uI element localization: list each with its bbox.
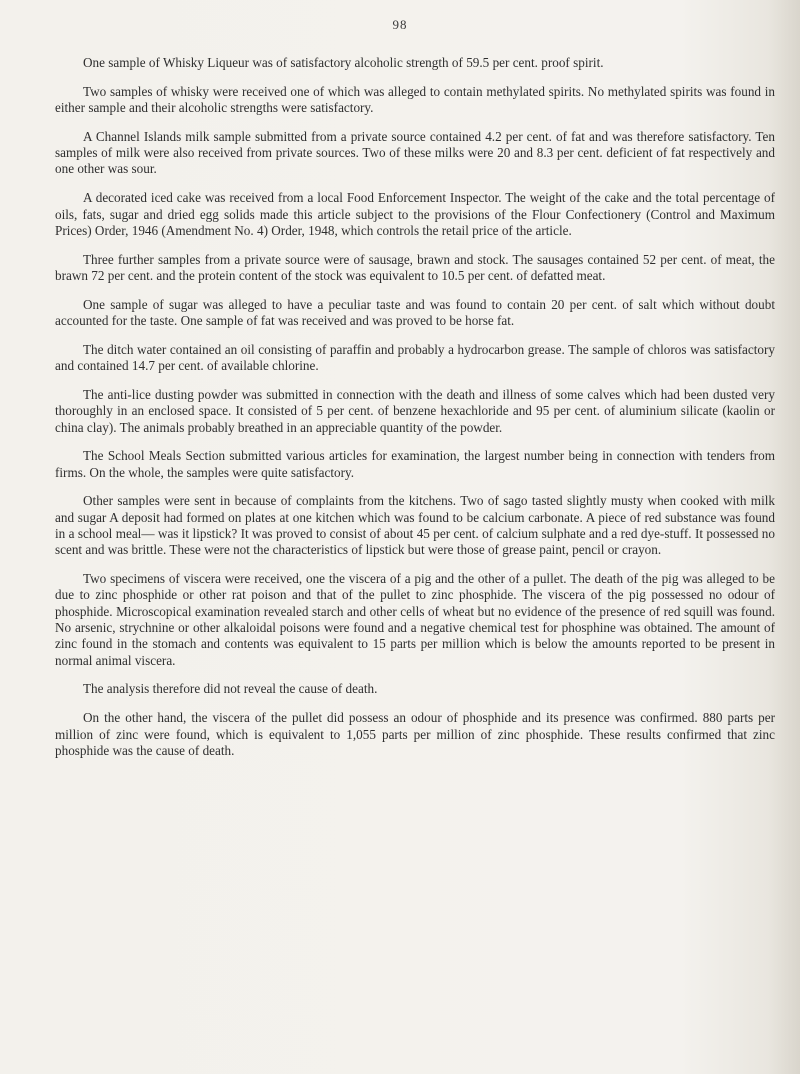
paragraph-sugar-fat: One sample of sugar was alleged to have a peculiar taste and was found to contain 20 per cent. of salt which without doubt accounted for the taste. One sample of fat was received and was proved to be horse fat. [55,296,775,329]
paragraph-sausage-brawn-stock: Three further samples from a private source were of sausage, brawn and stock. The sausages contained 52 per cent. of meat, the brawn 72 per cent. and the protein content of the stock was equivalent to 10.5 per cent. of defatted meat. [55,251,775,283]
paragraph-ditch-water: The ditch water contained an oil consisting of paraffin and probably a hydrocarbon grease. The sample of chloros was satisfactory and contained 14.7 per cent. of available chlorine. [55,341,775,374]
paragraph-viscera-specimens: Two specimens of viscera were received, one the viscera of a pig and the other of a pullet. The death of the pig was alleged to be due to zinc phosphide or other rat poison and that of the pullet to zinc phosphide. The viscera of the pig possessed no odour of phosphide. Microscopical examination revealed starch and other cells of wheat but no evidence of the presence of red squill was found. No arsenic, strychnine or other alkaloidal poisons were found and a negative chemical test for phosphine was obtained. The amount of zinc found in the stomach and contents was equivalent to 15 parts per million which is below the amounts reported to be present in normal animal viscera. [55,571,775,668]
paragraph-whisky-liqueur: One sample of Whisky Liqueur was of satisfactory alcoholic strength of 59.5 per cent. proof spirit. [83,55,604,70]
paragraph-anti-lice-powder: The anti-lice dusting powder was submitted in connection with the death and illness of some calves which had been dusted very thoroughly in an enclosed space. It consisted of 5 per cent. of benzene hexachloride and 95 per cent. of aluminium silicate (kaolin or china clay). The animals probably breathed in an appreciable quantity of the powder. [55,386,775,435]
paragraph-school-meals: The School Meals Section submitted various articles for examination, the largest number being in connection with tenders from firms. On the whole, the samples were quite satisfactory. [55,448,775,480]
page-number: 98 [392,17,408,32]
paragraph-whisky-samples: Two samples of whisky were received one of which was alleged to contain methylated spirits. No methylated spirits was found in either sample and their alcoholic strengths were satisfactory. [55,83,775,116]
document-body [55,55,775,772]
paragraph-kitchen-complaints: Other samples were sent in because of complaints from the kitchens. Two of sago tasted slightly musty when cooked with milk and sugar A deposit had formed on plates at one kitchen which was found to be calcium carbonate. A piece of red substance was found in a school meal— was it lipstick? It was proved to consist of about 45 per cent. of calcium sulphate and a red dye-stuff. It possessed no scent and was brittle. These were not the characteristics of lipstick but were those of grease paint, pencil or crayon. [55,493,775,558]
paragraph-pullet-result: On the other hand, the viscera of the pullet did possess an odour of phosphide and its presence was confirmed. 880 parts per million of zinc were found, which is equivalent to 1,055 parts per million of zinc phosphide. These results confirmed that zinc phosphide was the cause of death. [55,710,775,758]
paragraph-milk-samples: A Channel Islands milk sample submitted from a private source contained 4.2 per cent. of fat and was therefore satisfactory. Ten samples of milk were also received from private sources. Two of these milks were 20 and 8.3 per cent. deficient of fat respectively and one other was sour. [55,128,775,177]
paragraph-analysis-result: The analysis therefore did not reveal the cause of death. [83,681,378,697]
paragraph-iced-cake: A decorated iced cake was received from a local Food Enforcement Inspector. The weight of the cake and the total percentage of oils, fats, sugar and dried egg solids made this article subject to the provisions of the Flour Confectionery (Control and Maximum Prices) Order, 1946 (Amendment No. 4) Order, 1948, which controls the retail price of the article. [55,190,775,238]
